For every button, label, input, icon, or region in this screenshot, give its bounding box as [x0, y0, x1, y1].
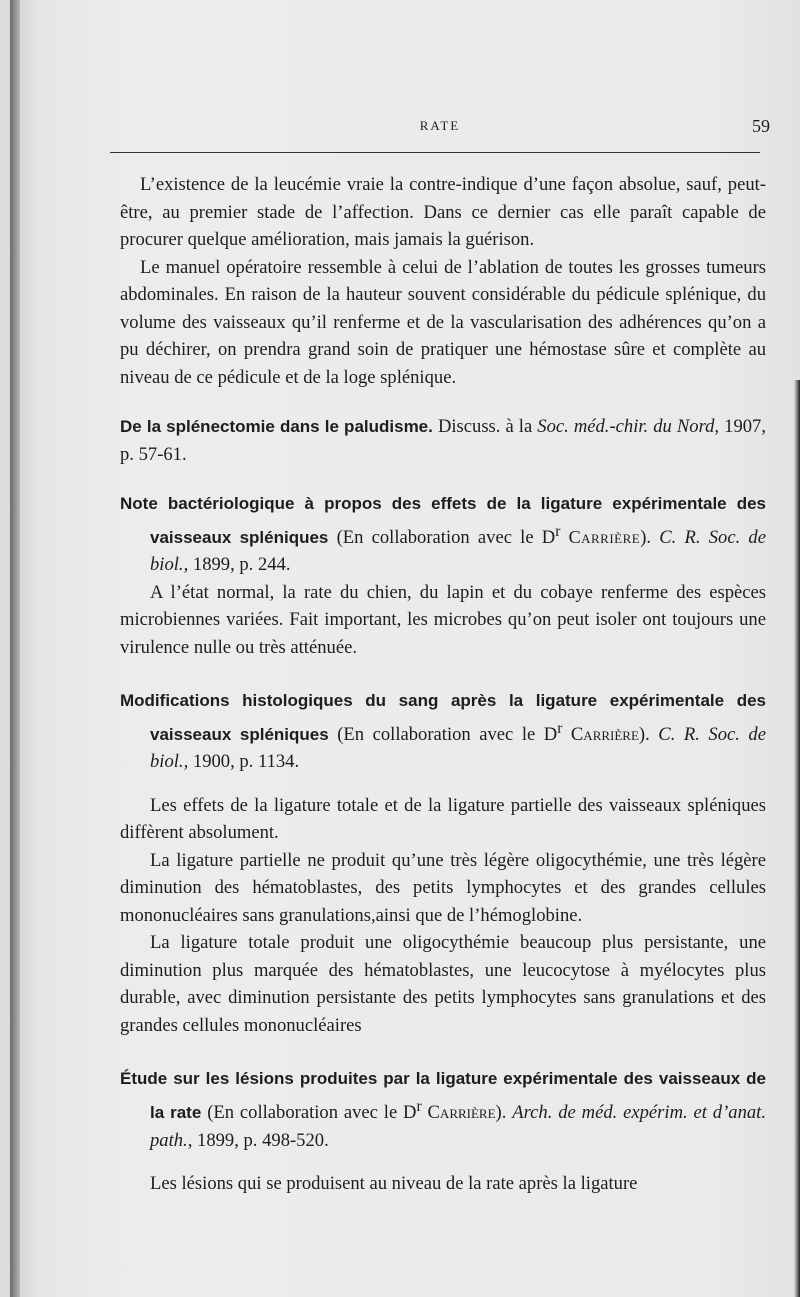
entry-collaboration: (En collaboration avec le D — [337, 723, 558, 745]
entry-journal: C. R. Soc. de biol., — [150, 723, 766, 773]
entry-journal: Arch. de méd. expérim. et d’anat. path., — [150, 1102, 767, 1151]
entry-collaborator: Carrière — [568, 526, 641, 547]
entry-title: Modifications histologiques du sang après la ligature expérimentale des vaisseaux spléniques — [120, 691, 766, 744]
page-number: 59 — [752, 116, 770, 136]
paragraph-operative-technique: Le manuel opératoire ressemble à celui de l’ablation de toutes les grosses tumeurs abdominales. En raison de la hauteur souvent considérable du pédicule splénique, du volume des vaisseaux qu’il renferme et de la vascularisation des adhérences qu’on a pu déchirer, on prendra grand soin de pratiquer une hémostase sûre et complète au niveau de ce pédicule et de la loge splénique. — [120, 256, 766, 388]
entry-pages: 1900, p. 1134. — [192, 751, 300, 773]
entry-journal: C. R. Soc. de biol., — [150, 526, 766, 576]
entry-close: ). — [638, 723, 650, 745]
entry-reference: Discuss. à la — [437, 416, 533, 437]
page-gutter-shadow — [10, 0, 20, 1297]
paragraph-ligature-effects: Les effets de la ligature totale et de la ligature partielle des vaisseaux spléniques diffèrent absolument. — [120, 794, 766, 844]
entry-histological-modifications — [120, 687, 766, 776]
entry-collaborator: Carrière — [427, 1102, 496, 1124]
entry-collaboration-sup: r — [555, 522, 561, 540]
entry-collaboration-sup: r — [416, 1097, 422, 1115]
paragraph-partial-ligature: La ligature partielle ne produit qu’une très légère oligocythémie, une très légère diminution des hématoblastes, des petits lymphocytes et des grandes cellules mononucléaires sans granulations,ainsi que de l’hémoglobine. — [120, 849, 766, 926]
entry-collaborator: Carrière — [570, 723, 639, 745]
entry-pages: 1907, p. 57-61. — [120, 416, 766, 465]
page-body — [120, 171, 766, 1198]
entry-lesions-study — [120, 1065, 766, 1154]
entry-collaboration: (En collaboration avec le D — [207, 1102, 417, 1124]
entry-bacteriological-note — [120, 490, 766, 579]
paragraph-lesions: Les lésions qui se produisent au niveau de la rate après la ligature — [150, 1173, 638, 1195]
entry-title: De la splénectomie dans le paludisme. — [120, 417, 433, 436]
paragraph-leukemia: L’existence de la leucémie vraie la contre-indique d’une façon absolue, sauf, peut-être, au premier stade de l’affection. Dans ce dernier cas elle paraît capable de procurer quelque amélioration, mais jamais la guérison. — [120, 174, 766, 250]
entry-collaboration: (En collaboration avec le D — [336, 526, 556, 548]
page-edge-shadow — [794, 380, 800, 1297]
entry-close: ). — [640, 526, 652, 548]
entry-close: ). — [495, 1102, 507, 1124]
entry-journal: Soc. méd.-chir. du Nord, — [537, 416, 720, 437]
running-header — [110, 118, 770, 142]
header-rule — [110, 152, 760, 153]
entry-splenectomy-paludism — [120, 413, 766, 468]
paragraph-total-ligature: La ligature totale produit une oligocythémie beaucoup plus persistante, une diminution plus marquée des hématoblastes, une leucocytose à myélocytes plus durable, avec diminution persistante des petits lymphocytes sans granulations et des grandes cellules mononucléaires — [120, 932, 766, 1036]
entry-collaboration-sup: r — [557, 719, 563, 737]
running-title: RATE — [419, 118, 461, 133]
entry-title: Étude sur les lésions produites par la ligature expérimentale des vaisseaux de la rate — [120, 1069, 766, 1123]
entry-pages: 1899, p. 244. — [192, 554, 291, 576]
entry-pages: 1899, p. 498-520. — [197, 1129, 329, 1151]
entry-title: Note bactériologique à propos des effets de la ligature expérimentale des vaisseaux spléniques — [120, 494, 766, 547]
book-page — [10, 0, 800, 1297]
paragraph-normal-state: A l’état normal, la rate du chien, du lapin et du cobaye renferme des espèces microbiennes variées. Fait important, les microbes qu’on peut isoler ont toujours une virulence nulle ou très atténuée. — [120, 581, 766, 658]
